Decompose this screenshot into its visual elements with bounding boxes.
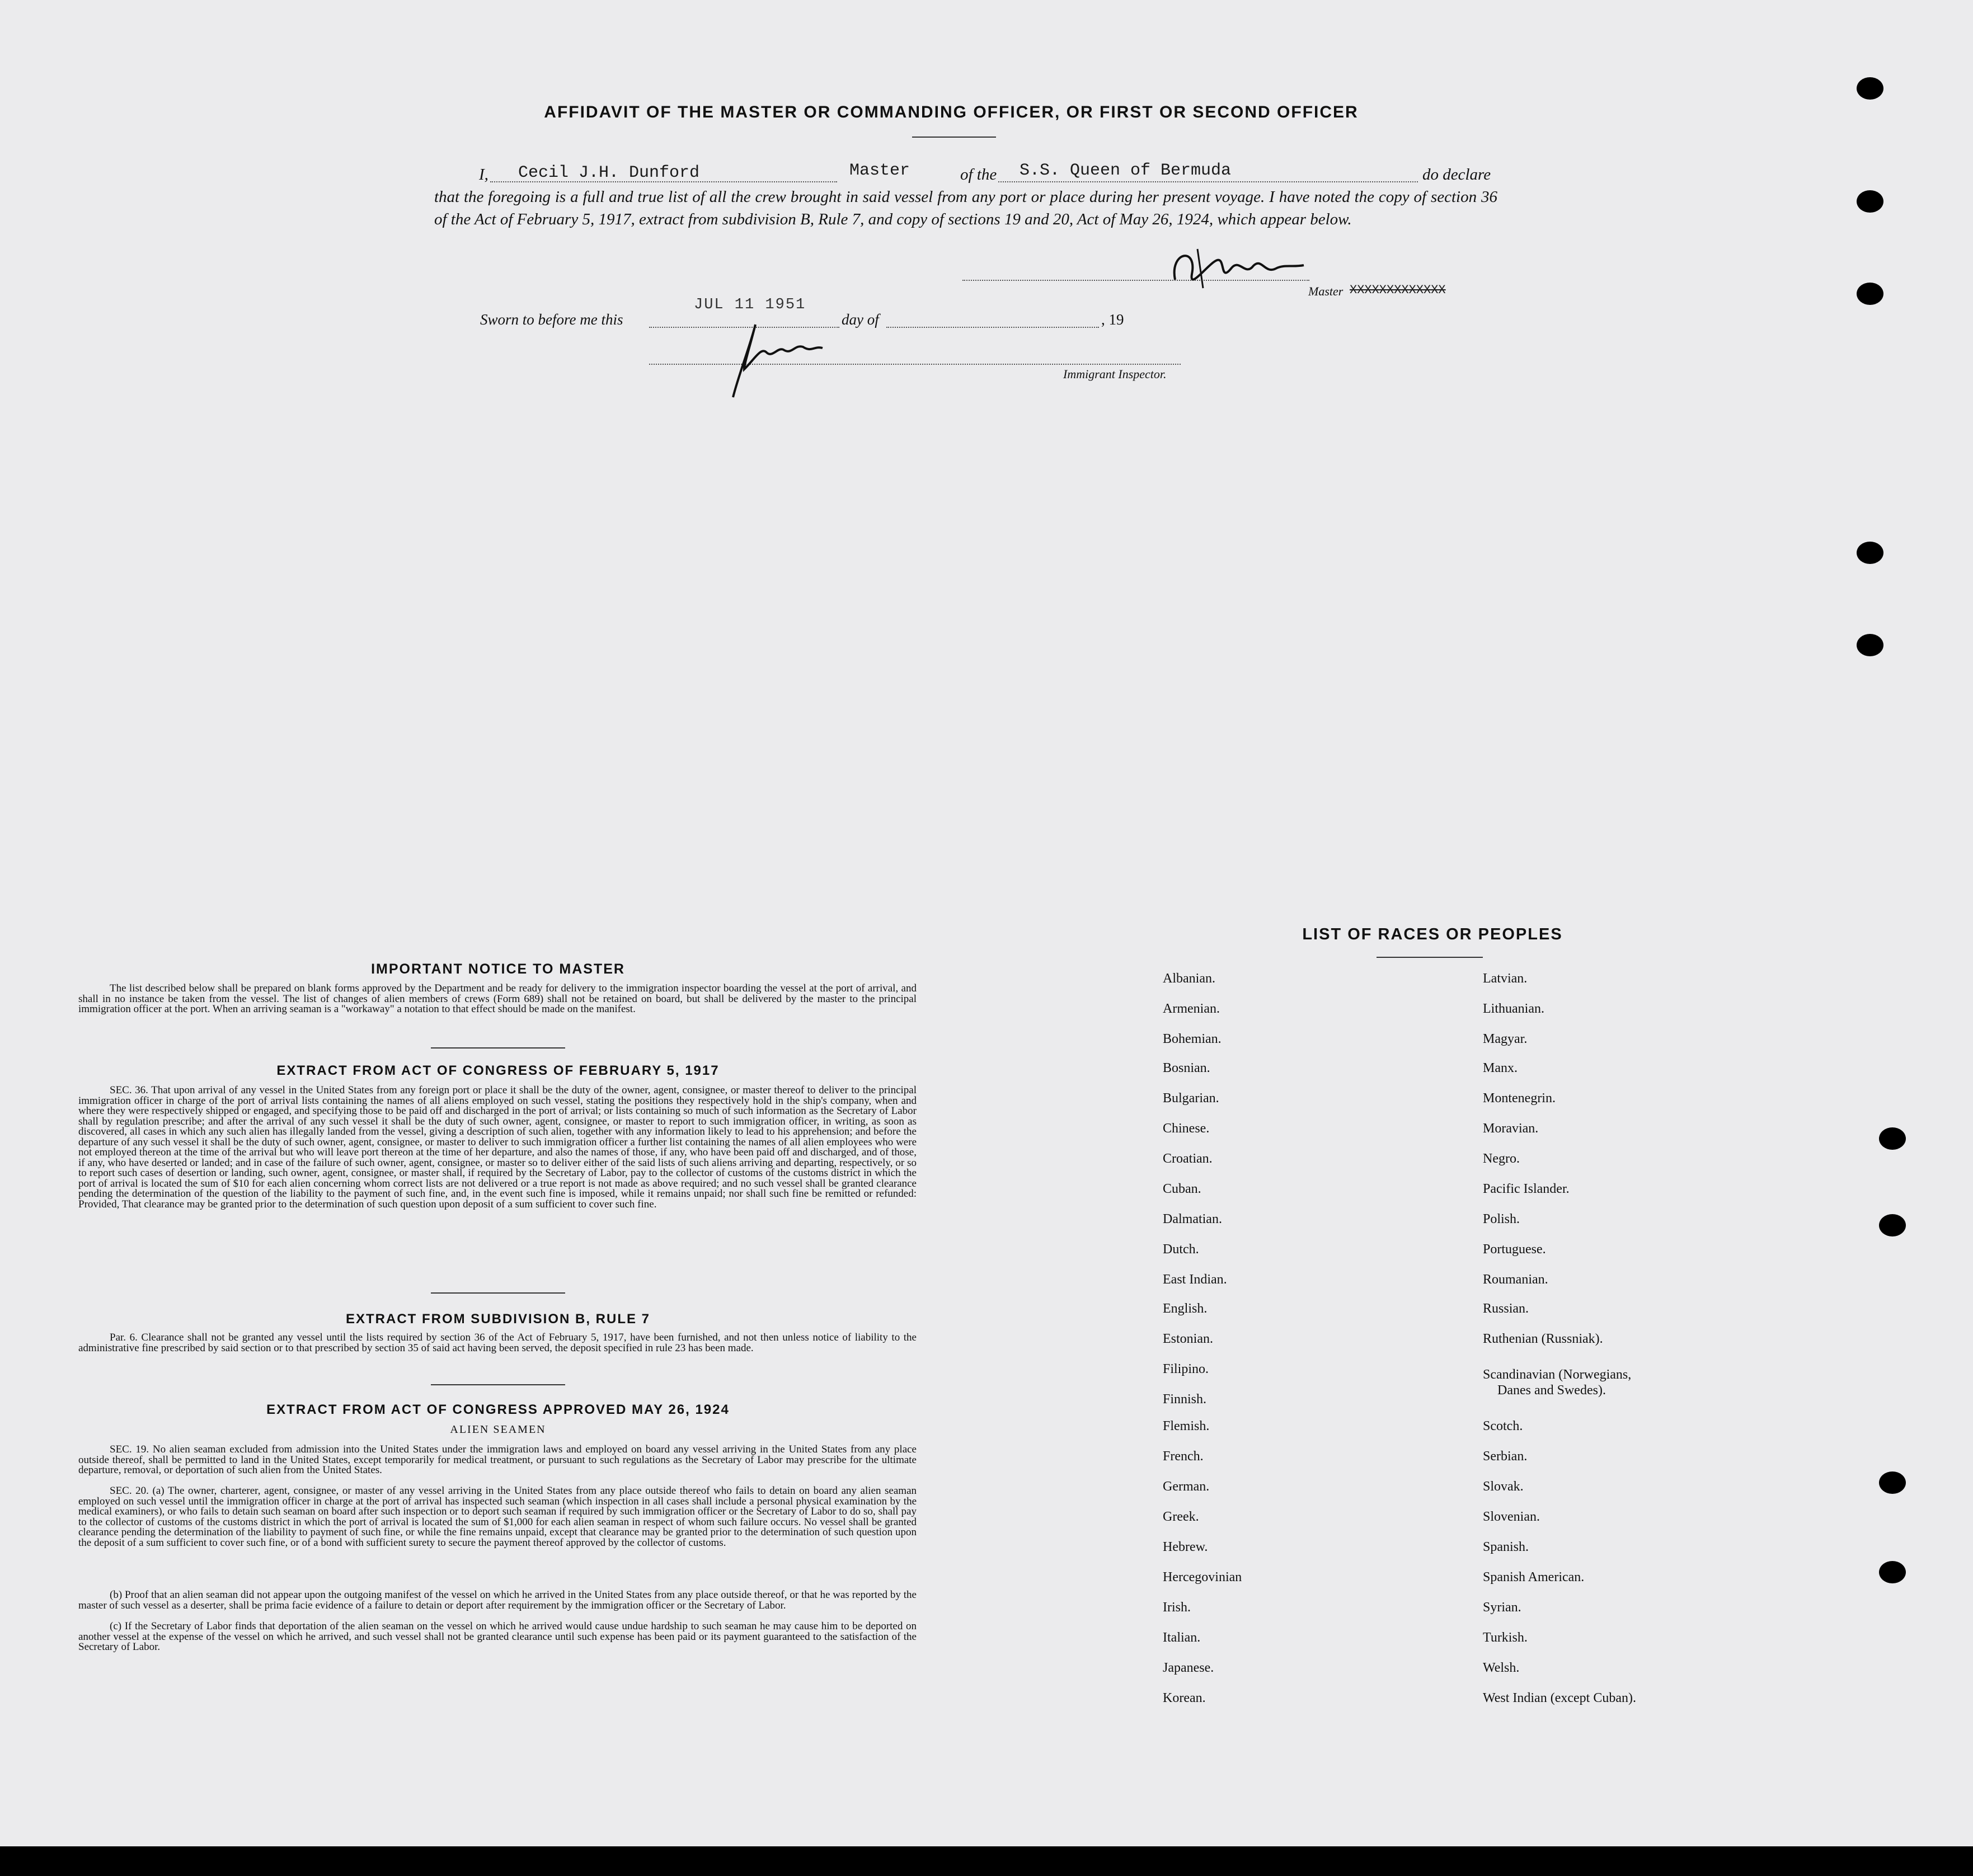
race-item: Syrian.	[1483, 1600, 1521, 1615]
notice-rule	[431, 1047, 565, 1049]
act-1917-rule	[431, 1292, 565, 1294]
race-item: Russian.	[1483, 1301, 1529, 1316]
race-item: Scotch.	[1483, 1419, 1523, 1433]
act-1924-title: EXTRACT FROM ACT OF CONGRESS APPROVED MAY 26, 1924	[266, 1402, 730, 1417]
punch-hole	[1879, 1471, 1906, 1494]
i-label: I,	[479, 166, 488, 184]
race-item: Latvian.	[1483, 971, 1528, 986]
master-signature	[1164, 241, 1309, 291]
race-item: Magyar.	[1483, 1032, 1528, 1046]
punch-hole	[1857, 542, 1883, 564]
race-item: Bosnian.	[1163, 1061, 1210, 1075]
race-item: Pacific Islander.	[1483, 1182, 1570, 1196]
race-item: Albanian.	[1163, 971, 1215, 986]
race-item: Moravian.	[1483, 1121, 1539, 1136]
struck-out-titles: XXXXXXXXXXXXX	[1350, 283, 1446, 297]
race-item: Korean.	[1163, 1691, 1206, 1705]
race-item: Serbian.	[1483, 1449, 1528, 1464]
race-item: Slovenian.	[1483, 1510, 1540, 1524]
races-rule	[1377, 957, 1483, 958]
race-item: Portuguese.	[1483, 1242, 1546, 1257]
race-item: Spanish American.	[1483, 1570, 1585, 1585]
race-item: Flemish.	[1163, 1419, 1210, 1433]
vessel-line	[998, 181, 1418, 182]
act-1917-text: SEC. 36. That upon arrival of any vessel in the United States from any foreign port or place it shall be the duty of the owner, agent, consignee, or master thereof to deliver to the principal immigration officer in charge of the port of arrival lists containing the names of all aliens employed on such vessel, stating the positions they respectively hold in the ship's company, when and where they were respectively shipped or engaged, and specifying those to be paid off and discharged in the port of arrival; or lists containing so much of such information as the Secretary of Labor shall by regulation prescribe; and after the arrival of any such vessel it shall be the duty of such owner, agent, consignee, or master to report to such immigration officer, in writing, as soon as discovered, all cases in which any such alien has illegally landed from the vessel, giving a description of such alien, together with any information likely to lead to his apprehension; and before the departure of any such vessel it shall be the duty of such owner, agent, consignee, or master to deliver to such immigration officer a further list containing the names of all alien employees who were not employed thereon at the time of the arrival but who will leave port thereon at the time of her departure, and also the names of those, if any, who have been paid off and discharged, and of those, if any, who have deserted or landed; and in case of the failure of such owner, agent, consignee, or master so to deliver either of the said lists of such aliens arriving and departing, respectively, or so to report such cases of desertion or landing, such owner, agent, consignee, or master shall, if required by the Secretary of Labor, pay to the collector of customs of the customs district in which the port of arrival is located the sum of $10 for each alien concerning whom correct lists are not delivered or a true report is not made as above required; and no such vessel shall be granted clearance pending the determination of the question of the liability to the payment of such fine, and, in the event such fine is imposed, while it remains unpaid; nor shall such fine be remitted or refunded: Provided, That clearance may be granted prior to the determination of such question upon deposit of a sum sufficient to cover such fine.	[78, 1084, 917, 1210]
races-title: LIST OF RACES OR PEOPLES	[1302, 925, 1563, 943]
race-item: Slovak.	[1483, 1479, 1524, 1494]
master-name: Cecil J.H. Dunford	[518, 163, 700, 182]
race-item: German.	[1163, 1479, 1210, 1494]
year-prefix: , 19	[1101, 311, 1124, 328]
race-item: Greek.	[1163, 1510, 1199, 1524]
punch-hole	[1857, 77, 1883, 100]
race-item: West Indian (except Cuban).	[1483, 1691, 1636, 1705]
race-item: East Indian.	[1163, 1272, 1227, 1287]
important-notice-title: IMPORTANT NOTICE TO MASTER	[371, 961, 625, 977]
rule7-rule	[431, 1384, 565, 1385]
race-item: Negro.	[1483, 1151, 1520, 1166]
important-notice-text: The list described below shall be prepared on blank forms approved by the Department and be ready for delivery to the immigration inspector boarding the vessel at the port of arrival, and shall in no instance be taken from the vessel. The list of changes of alien members of crews (Form 689) shall not be retained on board, but shall be delivered by the master to the principal immigration officer at the port. When an arriving seaman is a "workaway" a notation to that effect should be made on the manifest.	[78, 982, 917, 1015]
inspector-label: Immigrant Inspector.	[1063, 367, 1167, 381]
of-the-label: of the	[960, 166, 997, 184]
punch-hole	[1857, 283, 1883, 305]
act-1924-sec20b: (b) Proof that an alien seaman did not appear upon the outgoing manifest of the vessel on which he arrived in the United States from any place outside thereof, or that he was reported by the master of such vessel as a deserter, shall be prima facie evidence of a failure to detain or deport after requirement by the immigration officer or the Secretary of Labor.	[78, 1589, 917, 1611]
race-item: Spanish.	[1483, 1540, 1529, 1554]
punch-hole	[1879, 1214, 1906, 1236]
race-item: French.	[1163, 1449, 1204, 1464]
affidavit-title: AFFIDAVIT OF THE MASTER OR COMMANDING OFFICER, OR FIRST OR SECOND OFFICER	[544, 103, 1359, 121]
race-item: Hercegovinian	[1163, 1570, 1242, 1585]
race-item: Estonian.	[1163, 1332, 1213, 1346]
vessel-name: S.S. Queen of Bermuda	[1020, 161, 1232, 180]
race-item: Cuban.	[1163, 1182, 1201, 1196]
race-item: Italian.	[1163, 1630, 1201, 1645]
sworn-stamp-date: JUL 11 1951	[694, 297, 806, 313]
act-1924-sec20c: (c) If the Secretary of Labor finds that deportation of the alien seaman on the vessel on which he arrived would cause undue hardship to such seaman he may cause him to be deported on another vessel at the expense of the vessel on which he arrived, and such vessel shall not be granted clearance until such expense has been paid or its payment guaranteed to the satisfaction of the Secretary of Labor.	[78, 1620, 917, 1653]
race-item: Finnish.	[1163, 1392, 1207, 1407]
act-1924-subtitle: ALIEN SEAMEN	[450, 1423, 546, 1436]
race-item: Filipino.	[1163, 1362, 1209, 1376]
race-item: Manx.	[1483, 1061, 1518, 1075]
punch-hole	[1879, 1127, 1906, 1150]
race-item: Bulgarian.	[1163, 1091, 1219, 1106]
race-item: Japanese.	[1163, 1661, 1214, 1675]
race-item: Hebrew.	[1163, 1540, 1208, 1554]
act-1917-title: EXTRACT FROM ACT OF CONGRESS OF FEBRUARY 5, 1917	[276, 1063, 720, 1078]
punch-hole	[1857, 190, 1883, 213]
race-item: Dutch.	[1163, 1242, 1199, 1257]
sworn-label: Sworn to before me this	[480, 311, 623, 328]
day-of-line	[886, 327, 1099, 328]
race-item: Turkish.	[1483, 1630, 1528, 1645]
race-item: Polish.	[1483, 1212, 1520, 1226]
race-item: Danes and Swedes).	[1497, 1383, 1606, 1398]
master-title-label: Master	[1308, 284, 1343, 298]
punch-hole	[1857, 634, 1883, 656]
race-item: Irish.	[1163, 1600, 1191, 1615]
race-item: Ruthenian (Russniak).	[1483, 1332, 1603, 1346]
race-item: English.	[1163, 1301, 1208, 1316]
race-item: Bohemian.	[1163, 1032, 1222, 1046]
race-item: Armenian.	[1163, 1002, 1220, 1016]
race-item: Scandinavian (Norwegians,	[1483, 1367, 1632, 1382]
race-item: Croatian.	[1163, 1151, 1213, 1166]
act-1924-sec19: SEC. 19. No alien seaman excluded from admission into the United States under the immigration laws and employed on board any vessel arriving in the United States from any place outside thereof, shall be permitted to land in the United States, except temporarily for medical treatment, or pursuant to such regulations as the Secretary of Labor may prescribe for the ultimate departure, removal, or deportation of such alien from the United States.	[78, 1444, 917, 1476]
punch-hole	[1879, 1561, 1906, 1583]
race-item: Lithuanian.	[1483, 1002, 1544, 1016]
do-declare-label: do declare	[1422, 166, 1491, 184]
race-item: Dalmatian.	[1163, 1212, 1222, 1226]
affidavit-text: that the foregoing is a full and true list of all the crew brought in said vessel from any port or place during her present voyage. I have noted the copy of section 36 of the Act of February 5, 1917, extract from subdivision B, Rule 7, and copy of sections 19 and 20, Act of May 26, 1924, which appear below.	[434, 188, 1497, 228]
inspector-signature	[711, 313, 834, 403]
rule7-text: Par. 6. Clearance shall not be granted any vessel until the lists required by section 36 of the Act of February 5, 1917, have been furnished, and not then unless notice of liability to the administrative fine prescribed by said section or to that prescribed by section 35 of said act having been served, the deposit specified in rule 23 has been made.	[78, 1332, 917, 1354]
rule7-title: EXTRACT FROM SUBDIVISION B, RULE 7	[345, 1311, 651, 1327]
race-item: Chinese.	[1163, 1121, 1210, 1136]
title-rule	[912, 137, 996, 138]
day-of-label: day of	[842, 311, 879, 328]
act-1924-sec20a: SEC. 20. (a) The owner, charterer, agent, consignee, or master of any vessel arriving in the United States from any place outside thereof who fails to detain on board any alien seaman employed on such vessel until the immigration officer in charge at the port of arrival has inspected such seaman (which inspection in all cases shall include a personal physical examination by the medical examiners), or who fails to detain such seaman on board after such inspection or to deport such seaman if required by such immigration officer or the Secretary of Labor to do so, shall pay to the collector of customs of the customs district in which the port of arrival is located the sum of $1,000 for each alien seaman in respect of whom such failure occurs. No vessel shall be granted clearance pending the determination of the liability to payment of such fine, or while the fine remains unpaid, except that clearance may be granted prior to the determination of such question upon the deposit of a sum sufficient to cover such fine, or of a bond with sufficient surety to secure the payment thereof approved by the collector of customs.	[78, 1485, 917, 1549]
race-item: Welsh.	[1483, 1661, 1520, 1675]
rank-value: Master	[849, 161, 910, 180]
race-item: Montenegrin.	[1483, 1091, 1556, 1106]
race-item: Roumanian.	[1483, 1272, 1548, 1287]
